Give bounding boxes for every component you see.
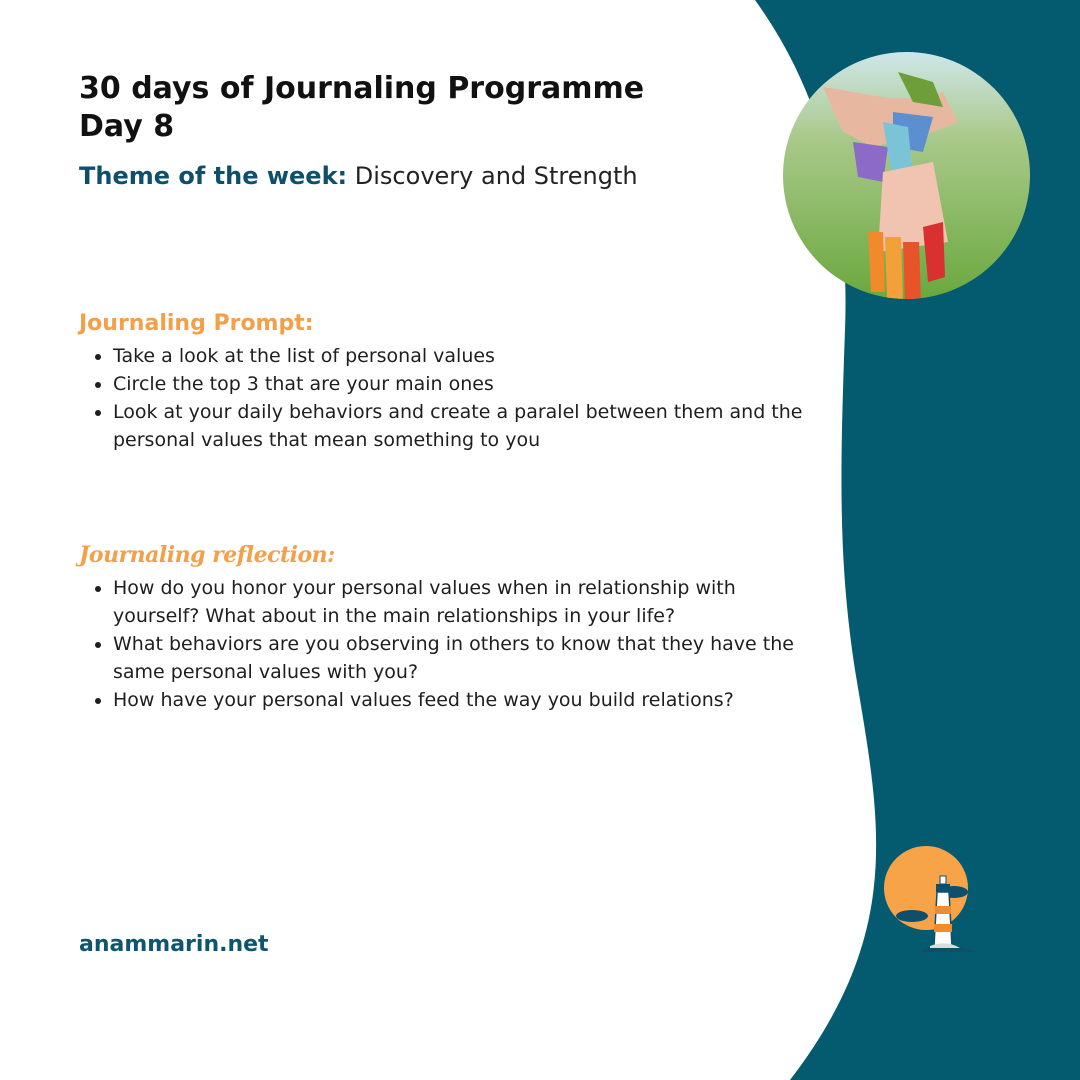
painted-hands-photo <box>783 52 1030 299</box>
list-item: • How do you honor your personal values when in relationship with yourself? What about in the main relationships in your life? <box>113 574 819 630</box>
reflection-heading: Journaling reflection: <box>79 542 335 568</box>
theme-of-week <box>79 160 819 192</box>
list-item: • How have your personal values feed the way you build relations? <box>113 686 819 714</box>
theme-value: Discovery and Strength <box>354 162 638 190</box>
list-item: • What behaviors are you observing in others to know that they have the same personal values with you? <box>113 630 819 686</box>
list-item: • Circle the top 3 that are your main ones <box>113 370 819 398</box>
prompt-heading: Journaling Prompt: <box>79 311 314 336</box>
page-title <box>79 70 819 146</box>
prompt-list <box>79 342 819 454</box>
title-line-programme: 30 days of Journaling Programme <box>79 71 645 106</box>
journaling-reflection-section <box>79 540 819 714</box>
journaling-prompt-section <box>79 310 819 454</box>
list-item: • Take a look at the list of personal values <box>113 342 819 370</box>
header <box>79 70 819 192</box>
list-item: • Look at your daily behaviors and create a paralel between them and the personal values that mean something to you <box>113 398 819 454</box>
reflection-list <box>79 574 819 714</box>
title-line-day: Day 8 <box>79 109 175 144</box>
theme-label: Theme of the week: <box>79 162 348 190</box>
lighthouse-logo <box>882 846 982 966</box>
website-link[interactable]: anammarin.net <box>79 932 269 957</box>
